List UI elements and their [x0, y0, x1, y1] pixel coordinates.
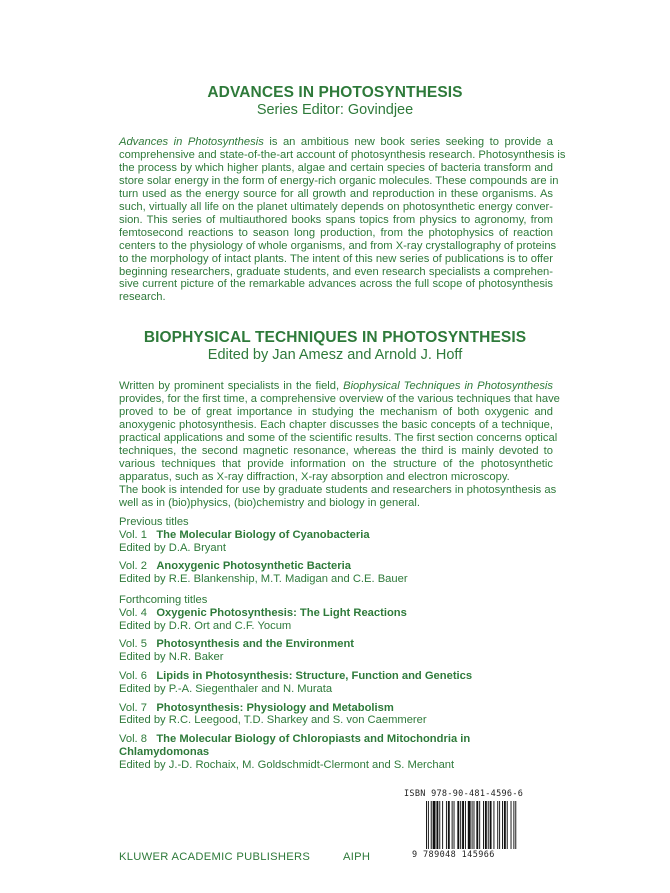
barcode-bar	[483, 801, 484, 849]
paragraph-line: techniques, the second magnetic resonance, whereas the third is mainly devoted to	[119, 444, 553, 457]
isbn-label: ISBN 978-90-481-4596-6	[404, 789, 524, 799]
barcode-bar	[428, 801, 429, 849]
barcode	[424, 801, 552, 849]
volume-number: Vol. 2	[119, 560, 147, 573]
paragraph-line: comprehensive and state-of-the-art account of photosynthesis research. Photosynthesis is	[119, 148, 566, 161]
volume-editors: Edited by R.C. Leegood, T.D. Sharkey and S. von Caemmerer	[119, 714, 427, 727]
paragraph-line: such, virtually all life on the planet ultimately depends on photosynthetic energy conver-	[119, 200, 553, 213]
barcode-bar	[439, 801, 440, 849]
barcode-bar	[448, 801, 450, 849]
book-title: BIOPHYSICAL TECHNIQUES IN PHOTOSYNTHESIS	[143, 329, 527, 346]
barcode-bar	[476, 801, 478, 849]
paragraph-line: Written by prominent specialists in the field, Biophysical Techniques in Photosynthesis	[119, 380, 554, 392]
paragraph-line: various techniques that provide information on the structure of the photosynthetic	[119, 457, 553, 470]
volume-title: The Molecular Biology of Chloropiasts and Mitochondria in Chlamydomonas	[119, 733, 471, 758]
barcode-bar	[446, 801, 447, 849]
barcode-bar	[515, 801, 516, 849]
volume-title: Lipids in Photosynthesis: Structure, Function and Genetics	[156, 669, 473, 682]
barcode-bar	[457, 801, 459, 849]
volume-editors: Edited by R.E. Blankenship, M.T. Madigan and C.E. Bauer	[119, 573, 408, 586]
barcode-bar	[426, 801, 427, 849]
barcode-bar	[485, 801, 487, 849]
barcode-bar	[465, 801, 466, 849]
volume-title: Oxygenic Photosynthesis: The Light Reactions	[156, 606, 407, 619]
volume-number: Vol. 4	[119, 606, 147, 619]
volume-number: Vol. 8	[119, 733, 147, 746]
title-entry	[119, 638, 559, 664]
barcode-bar	[488, 801, 489, 849]
title-entry	[119, 529, 559, 555]
imprint-name: AIPH	[343, 851, 371, 863]
forthcoming-titles-label: Forthcoming titles	[119, 593, 208, 606]
volume-editors: Edited by D.A. Bryant	[119, 541, 226, 554]
paragraph-line: provides, for the first time, a comprehensive overview of the various techniques that have	[119, 392, 560, 405]
book-description	[119, 380, 560, 510]
barcode-bar	[462, 801, 464, 849]
paragraph-line: store solar energy in the form of energy-rich organic molecules. These compounds are in	[119, 174, 559, 187]
paragraph-line: sive current picture of the remarkable advances across the full scope of photosynthesis	[119, 278, 553, 291]
barcode-bar	[474, 801, 475, 849]
title-entry	[119, 607, 559, 633]
barcode-bar	[472, 801, 473, 849]
paragraph-line: sion. This series of multiauthored books spans topics from physics to agronomy, from	[119, 213, 553, 226]
paragraph-line: Advances in Photosynthesis is an ambitious new book series seeking to provide a	[119, 136, 553, 148]
barcode-bar	[493, 801, 494, 849]
title-entry	[119, 670, 559, 696]
volume-number: Vol. 5	[119, 638, 147, 651]
barcode-bar	[502, 801, 503, 849]
volume-title: The Molecular Biology of Cyanobacteria	[156, 528, 370, 541]
barcode-bar	[460, 801, 461, 849]
barcode-bar	[436, 801, 438, 849]
barcode-bar	[454, 801, 455, 849]
paragraph-line: research.	[119, 291, 166, 304]
barcode-bar	[507, 801, 508, 849]
paragraph-line: beginning researchers, graduate students, and even research specialists a comprehen-	[119, 265, 553, 278]
barcode-bar	[490, 801, 492, 849]
title-entry	[119, 733, 559, 771]
series-editor: Series Editor: Govindjee	[256, 102, 414, 118]
book-editors: Edited by Jan Amesz and Arnold J. Hoff	[207, 347, 463, 363]
titles-list	[119, 516, 559, 778]
barcode-bar	[504, 801, 506, 849]
barcode-bar	[452, 801, 453, 849]
forthcoming-titles	[119, 607, 559, 772]
barcode-bar	[513, 801, 514, 849]
volume-title: Photosynthesis: Physiology and Metabolism	[156, 701, 394, 714]
paragraph-line: apparatus, such as X-ray diffraction, X-ray absorption and electron microscopy.	[119, 470, 510, 483]
barcode-bar	[499, 801, 500, 849]
title-entry	[119, 560, 559, 586]
previous-titles-label: Previous titles	[119, 516, 189, 528]
paragraph-line: turn used as the energy source for all growth and reproduction in these organisms. As	[119, 187, 553, 200]
paragraph-line: practical applications and some of the scientific results. The first section concerns optical	[119, 431, 558, 444]
barcode-bar	[433, 801, 436, 849]
series-description	[119, 136, 566, 304]
barcode-bar	[497, 801, 498, 849]
volume-number: Vol. 1	[119, 528, 147, 541]
paragraph-line: centers to the physiology of whole organisms, and from X-ray crystallography of proteins	[119, 239, 557, 252]
barcode-bar	[468, 801, 471, 849]
barcode-bar	[479, 801, 480, 849]
paragraph-line: proved to be of great importance in studying the mechanism of both oxygenic and	[119, 405, 553, 418]
paragraph-line: to the morphology of intact plants. The intent of this new series of publications is to offer	[119, 252, 553, 265]
series-title: ADVANCES IN PHOTOSYNTHESIS	[207, 84, 463, 101]
paragraph-line: well as in (bio)physics, (bio)chemistry and biology in general.	[119, 496, 420, 509]
volume-number: Vol. 6	[119, 669, 147, 682]
publisher-name: KLUWER ACADEMIC PUBLISHERS	[119, 851, 311, 863]
volume-editors: Edited by N.R. Baker	[119, 651, 224, 664]
volume-number: Vol. 7	[119, 701, 147, 714]
barcode-number: 9 789048 145966	[412, 850, 495, 860]
paragraph-line: femtosecond reactions to season long production, from the photophysics of reaction	[119, 226, 553, 239]
volume-title: Anoxygenic Photosynthetic Bacteria	[156, 560, 351, 573]
paragraph-line: anoxygenic photosynthesis. Each chapter discusses the basic concepts of a technique,	[119, 418, 553, 431]
paragraph-line: The book is intended for use by graduate students and researchers in photosynthesis as	[119, 483, 557, 496]
barcode-bar	[511, 801, 512, 849]
paragraph-line: the process by which higher plants, algae and certain species of bacteria transform and	[119, 161, 553, 174]
volume-title: Photosynthesis and the Environment	[156, 638, 354, 651]
barcode-bar	[431, 801, 432, 849]
volume-editors: Edited by J.-D. Rochaix, M. Goldschmidt-Clermont and S. Merchant	[119, 758, 455, 771]
previous-titles	[119, 529, 559, 586]
barcode-bar	[442, 801, 443, 849]
volume-editors: Edited by D.R. Ort and C.F. Yocum	[119, 619, 292, 632]
volume-editors: Edited by P.-A. Siegenthaler and N. Murata	[119, 682, 333, 695]
title-entry	[119, 702, 559, 728]
